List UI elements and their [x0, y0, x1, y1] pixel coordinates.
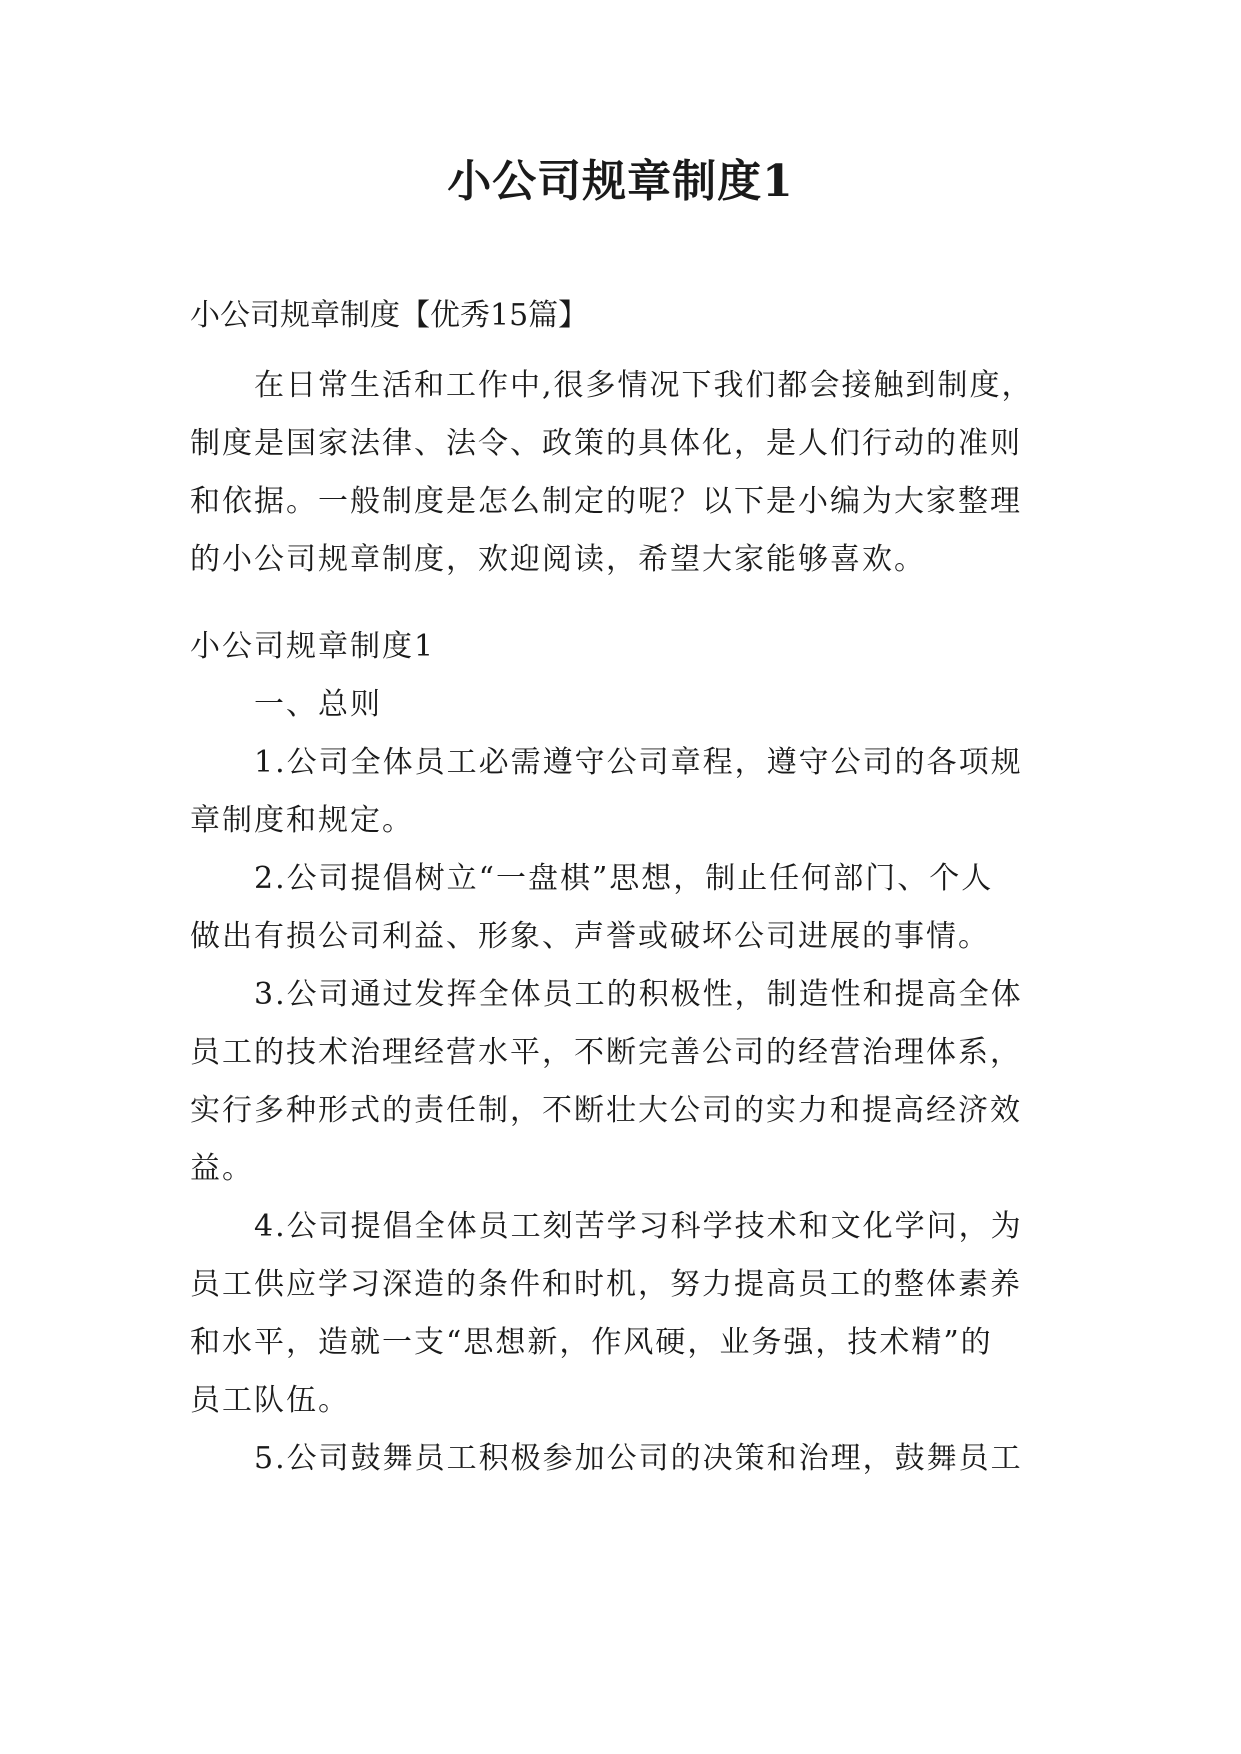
article-line: 3.公司通过发挥全体员工的积极性，制造性和提高全体: [254, 977, 1023, 1012]
intro-line: 在日常生活和工作中,很多情况下我们都会接触到制度，: [254, 368, 1034, 403]
article-line: 5.公司鼓舞员工积极参加公司的决策和治理，鼓舞员工: [254, 1441, 1023, 1476]
article-line: 做出有损公司利益、形象、声誉或破坏公司进展的事情。: [190, 919, 990, 954]
article-item-2: [190, 850, 1060, 966]
intro-line: 和依据。一般制度是怎么制定的呢？以下是小编为大家整理: [190, 484, 1022, 519]
article-item-4: [190, 1198, 1060, 1430]
article-item-5: [190, 1430, 1060, 1488]
article-item-3: [190, 966, 1060, 1198]
article-line: 和水平，造就一支“思想新，作风硬，业务强，技术精”的: [190, 1325, 993, 1360]
intro-line: 的小公司规章制度，欢迎阅读，希望大家能够喜欢。: [190, 542, 926, 577]
article-line: 员工的技术治理经营水平，不断完善公司的经营治理体系，: [190, 1035, 1022, 1070]
intro-paragraph: [190, 357, 1060, 589]
article-line: 员工队伍。: [190, 1383, 350, 1418]
article-line: 2.公司提倡树立“一盘棋”思想，制止任何部门、个人: [254, 861, 994, 896]
article-line: 4.公司提倡全体员工刻苦学习科学技术和文化学问，为: [254, 1209, 1023, 1244]
article-item-1: [190, 734, 1060, 850]
chapter-heading: 一、总则: [254, 687, 382, 722]
article-line: 1.公司全体员工必需遵守公司章程，遵守公司的各项规: [254, 745, 1023, 780]
document-title: 小公司规章制度1: [447, 156, 794, 207]
document-subtitle: 小公司规章制度【优秀15篇】: [190, 298, 589, 333]
article-line: 章制度和规定。: [190, 803, 414, 838]
article-line: 员工供应学习深造的条件和时机，努力提高员工的整体素养: [190, 1267, 1022, 1302]
section-block: [190, 618, 1060, 734]
article-line: 益。: [190, 1151, 254, 1186]
article-line: 实行多种形式的责任制，不断壮大公司的实力和提高经济效: [190, 1093, 1022, 1128]
intro-line: 制度是国家法律、法令、政策的具体化，是人们行动的准则: [190, 426, 1022, 461]
section-title: 小公司规章制度1: [190, 629, 436, 664]
